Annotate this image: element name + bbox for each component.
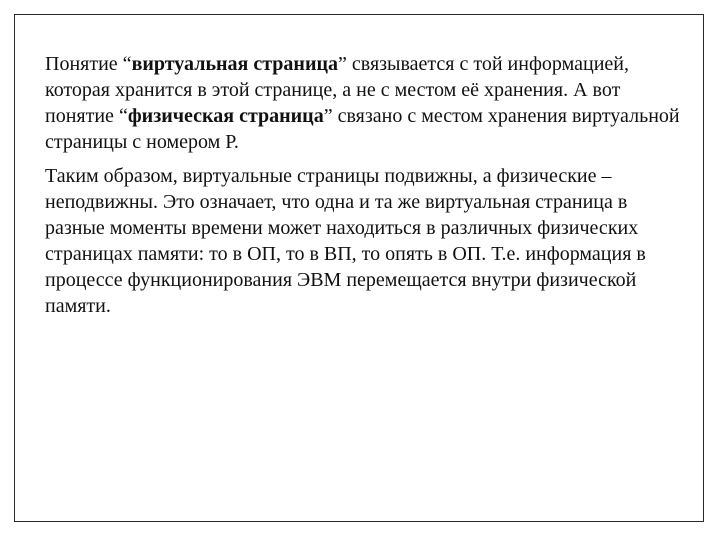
term-physical-page: физическая страница bbox=[127, 105, 324, 127]
term-virtual-page: виртуальная страница bbox=[131, 53, 338, 75]
paragraph1-quote-open-2: “ bbox=[118, 105, 128, 127]
slide-content bbox=[45, 51, 690, 327]
paragraph-pages-movement: Таким образом, виртуальные страницы подвижны, а физические – неподвижны. Это означает, что одна и та же виртуальная страница в разные моменты времени может находиться в различных физических страницах памяти: то в ОП, то в ВП, то опять в ОП. Т.е. информация в процессе функционирования ЭВМ перемещается внутри физической памяти. bbox=[45, 165, 646, 317]
paragraph1-text-3: связано с местом хранения виртуальной страницы с номером Р. bbox=[45, 105, 680, 153]
paragraph1-quote-close-2: ” bbox=[323, 105, 333, 127]
slide-frame bbox=[14, 14, 704, 522]
paragraph1-text-1: Понятие bbox=[45, 53, 123, 75]
paragraph1-quote-open-1: “ bbox=[122, 53, 132, 75]
paragraph1-quote-close-1: ” bbox=[338, 53, 347, 75]
paragraph-virtual-physical-page bbox=[45, 51, 690, 155]
paragraph1-text-2: связывается с той информацией, которая хранится в этой странице, а не с местом её хранения. А вот понятие bbox=[45, 53, 629, 127]
